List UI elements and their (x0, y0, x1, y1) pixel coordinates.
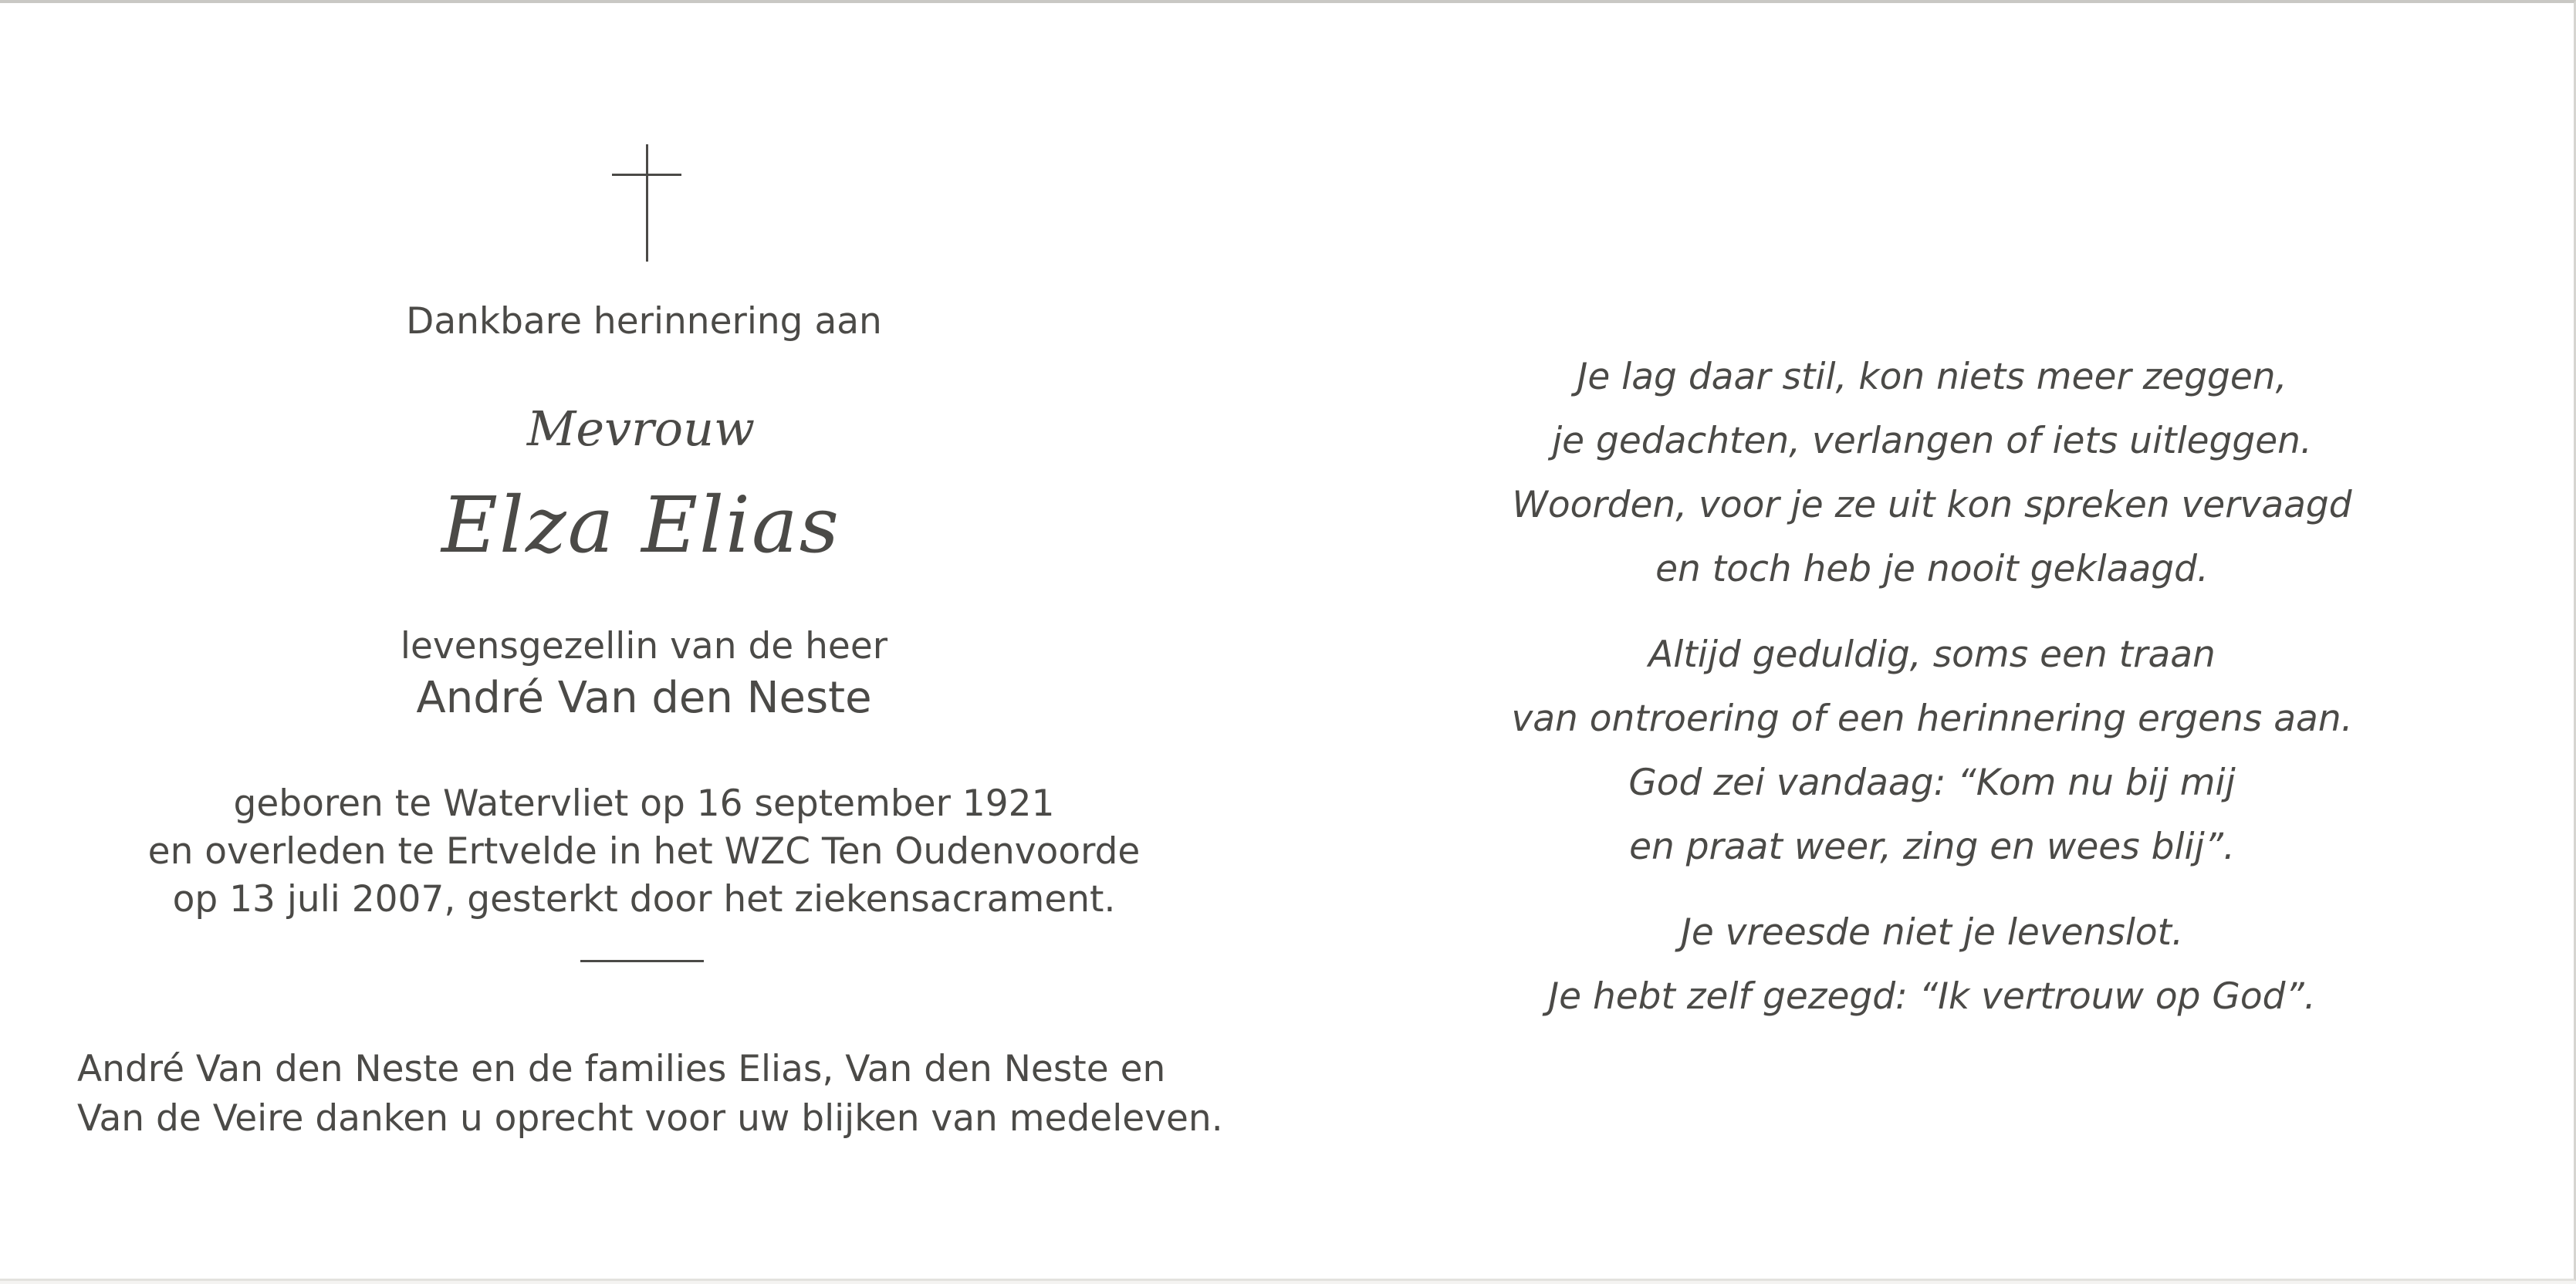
poem-line: Je vreesde niet je levenslot. (1680, 911, 2184, 954)
poem-line: je gedachten, verlangen of iets uitleggen. (1552, 420, 2312, 462)
poem-line: en toch heb je nooit geklaagd. (1655, 548, 2209, 590)
poem-line: Woorden, voor je ze uit kon spreken vervaagd (1512, 484, 2352, 526)
thanks-text (77, 1045, 1223, 1144)
death-date-line: op 13 juli 2007, gesterkt door het ziekensacrament. (172, 878, 1116, 921)
cross-icon (612, 144, 681, 262)
poem-line: van ontroering of een herinnering ergens aan. (1511, 698, 2353, 740)
partner-name: André Van den Neste (416, 673, 872, 723)
poem-line: Altijd geduldig, soms een traan (1648, 634, 2216, 676)
death-line: en overleden te Ertvelde in het WZC Ten Oudenvoorde (147, 830, 1141, 873)
poem-stanza (1288, 623, 2576, 879)
thanks-line: Van de Veire danken u oprecht voor uw blijken van medeleven. (77, 1097, 1223, 1140)
life-dates (0, 780, 1288, 924)
intro-text: Dankbare herinnering aan (406, 300, 882, 343)
partner-label: levensgezellin van de heer (400, 625, 888, 667)
thanks-line: André Van den Neste en de families Elias, Van den Neste en (77, 1048, 1166, 1090)
poem-line: en praat weer, zing en wees blij”. (1629, 826, 2235, 868)
divider (580, 960, 704, 962)
right-panel (1288, 3, 2576, 1284)
honorific: Mevrouw (526, 400, 756, 457)
poem-line: Je lag daar stil, kon niets meer zeggen, (1577, 356, 2287, 398)
poem-line: Je hebt zelf gezegd: “Ik vertrouw op God”. (1548, 975, 2316, 1018)
left-panel (0, 3, 1288, 1284)
birth-line: geboren te Watervliet op 16 september 1921 (233, 782, 1055, 825)
deceased-name: Elza Elias (441, 480, 840, 570)
poem-stanza (1288, 900, 2576, 1029)
poem-line: God zei vandaag: “Kom nu bij mij (1628, 762, 2236, 804)
poem-stanza (1288, 345, 2576, 601)
